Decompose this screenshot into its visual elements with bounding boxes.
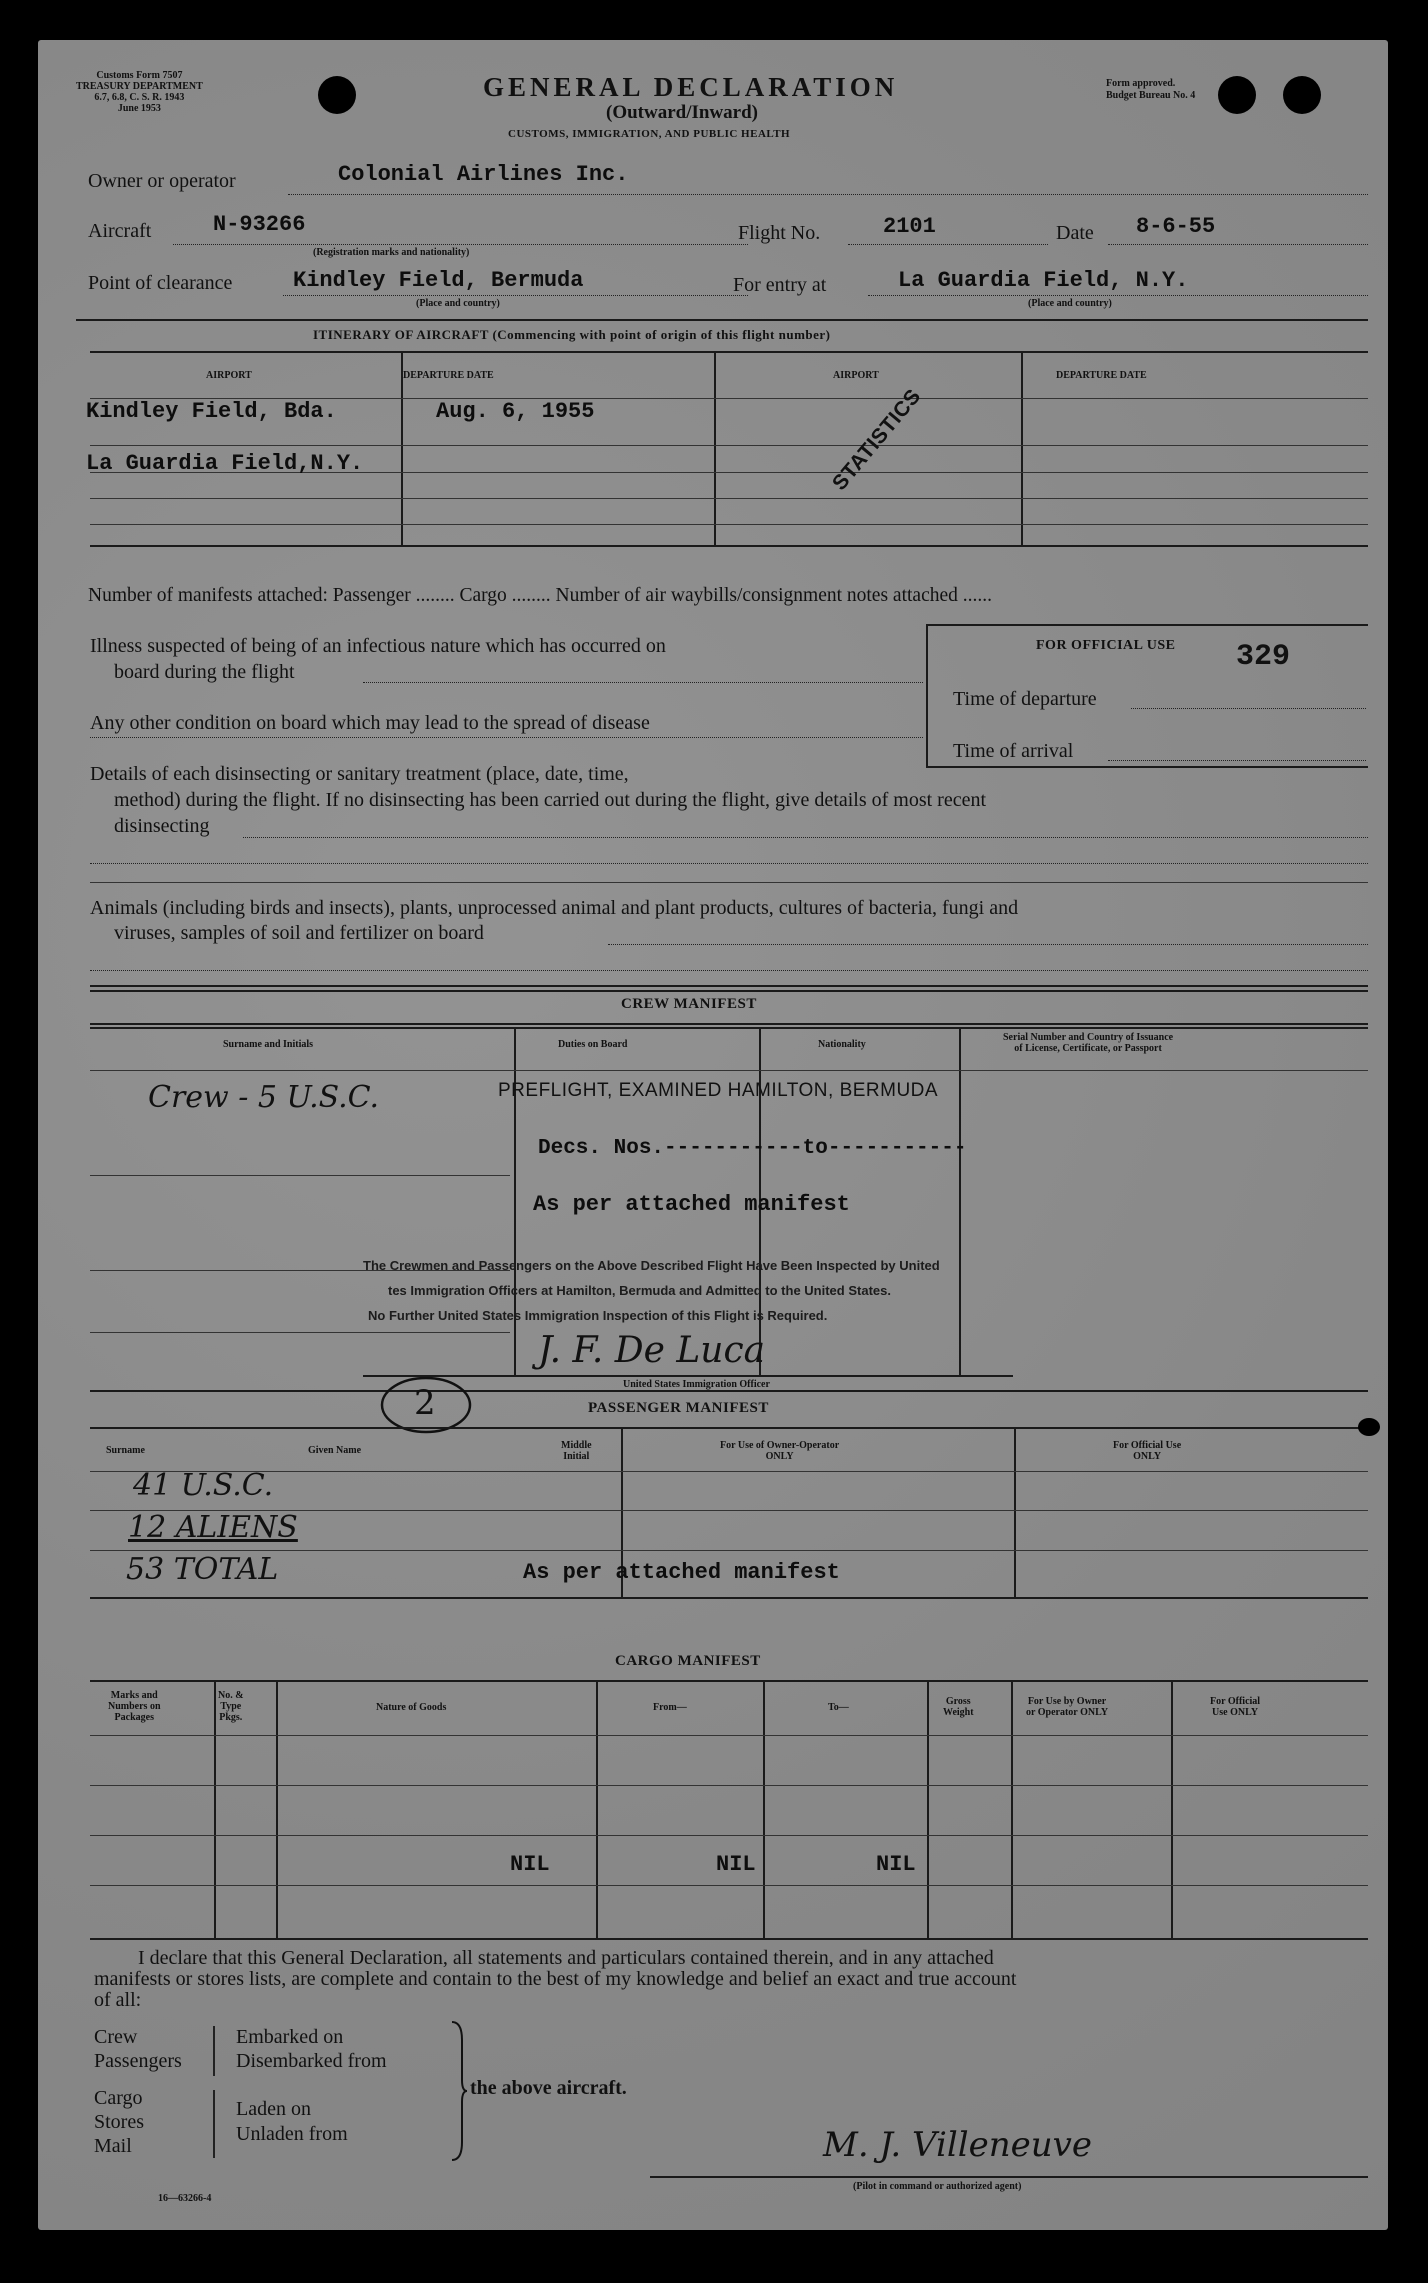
passenger-col-surname: Surname bbox=[106, 1445, 145, 1456]
footer-code: 16—63266-4 bbox=[158, 2193, 212, 2204]
animals-line-2: viruses, samples of soil and fertilizer on board bbox=[114, 922, 484, 944]
decs-nos-line: Decs. Nos.-----------to----------- bbox=[538, 1137, 967, 1160]
aircraft-label: Aircraft bbox=[88, 220, 152, 242]
inspection-stamp-line-3: No Further United States Immigration Inspection of this Flight is Required. bbox=[368, 1308, 828, 1323]
passenger-col-official: For Official Use ONLY bbox=[1113, 1440, 1182, 1462]
declaration-line-2: manifests or stores lists, are complete and contain to the best of my knowledge and belief an exact and true account bbox=[94, 1968, 1017, 1990]
cargo-nil-nature: NIL bbox=[510, 1852, 550, 1877]
passenger-hand-2: 12 ALIENS bbox=[128, 1510, 298, 1545]
form-approved-note: Form approved. Budget Bureau No. 4 bbox=[1106, 78, 1196, 101]
entry-label: For entry at bbox=[733, 274, 827, 296]
page-subhead: CUSTOMS, IMMIGRATION, AND PUBLIC HEALTH bbox=[508, 128, 791, 140]
clearance-caption: (Place and country) bbox=[416, 298, 500, 309]
itinerary-col-departure: DEPARTURE DATE bbox=[403, 370, 494, 381]
itinerary-heading: ITINERARY OF AIRCRAFT (Commencing with point of origin of this flight number) bbox=[313, 327, 831, 342]
manifests-attached-text: Number of manifests attached: Passenger ........ Cargo ........ Number of air waybills/consignment notes attached ...... bbox=[88, 585, 993, 606]
inspection-stamp-line-2: tes Immigration Officers at Hamilton, Bermuda and Admitted to the United States. bbox=[388, 1283, 891, 1298]
decl-passengers: Passengers bbox=[94, 2050, 182, 2072]
itinerary-col-airport-2: AIRPORT bbox=[833, 370, 879, 381]
decl-mail: Mail bbox=[94, 2135, 132, 2157]
crew-col-serial: Serial Number and Country of Issuance of License, Certificate, or Passport bbox=[1003, 1032, 1174, 1054]
pilot-caption: (Pilot in command or authorized agent) bbox=[853, 2181, 1022, 2192]
cargo-col-owner: For Use by Owner or Operator ONLY bbox=[1026, 1696, 1109, 1718]
passenger-col-owner: For Use of Owner-Operator ONLY bbox=[720, 1440, 840, 1462]
time-of-arrival-label: Time of arrival bbox=[953, 740, 1074, 762]
itinerary-row-1-airport: Kindley Field, Bda. bbox=[86, 399, 337, 424]
owner-value: Colonial Airlines Inc. bbox=[338, 162, 629, 187]
edge-notch bbox=[1358, 1418, 1380, 1436]
decl-above-aircraft: the above aircraft. bbox=[470, 2077, 627, 2099]
cargo-col-no: No. & Type Pkgs. bbox=[218, 1690, 244, 1723]
decl-disembarked: Disembarked from bbox=[236, 2050, 387, 2072]
page-title: GENERAL DECLARATION bbox=[483, 72, 899, 102]
entry-value: La Guardia Field, N.Y. bbox=[898, 268, 1189, 293]
passenger-hand-3: 53 TOTAL bbox=[126, 1552, 279, 1587]
entry-caption: (Place and country) bbox=[1028, 298, 1112, 309]
crew-handwritten: Crew - 5 U.S.C. bbox=[148, 1080, 380, 1115]
details-line-3: disinsecting bbox=[114, 815, 210, 837]
statistics-stamp: STATISTICS bbox=[828, 384, 926, 495]
cargo-manifest-heading: CARGO MANIFEST bbox=[615, 1653, 761, 1669]
owner-label: Owner or operator bbox=[88, 170, 236, 192]
passenger-hand-1: 41 U.S.C. bbox=[133, 1468, 274, 1503]
illness-line-1: Illness suspected of being of an infectious nature which has occurred on bbox=[90, 635, 666, 657]
details-line-1: Details of each disinsecting or sanitary treatment (place, date, time, bbox=[90, 763, 629, 785]
itinerary-row-1-date: Aug. 6, 1955 bbox=[436, 399, 595, 424]
cargo-col-gross: Gross Weight bbox=[943, 1696, 974, 1718]
declaration-line-3: of all: bbox=[94, 1989, 142, 2011]
crew-col-duties: Duties on Board bbox=[558, 1039, 628, 1050]
cargo-col-marks: Marks and Numbers on Packages bbox=[108, 1690, 161, 1723]
cargo-col-official: For Official Use ONLY bbox=[1210, 1696, 1261, 1718]
decl-unladen: Unladen from bbox=[236, 2123, 348, 2145]
general-declaration-form bbox=[38, 40, 1388, 2230]
cargo-col-from: From— bbox=[653, 1702, 687, 1713]
crew-col-surname: Surname and Initials bbox=[223, 1039, 314, 1050]
date-label: Date bbox=[1056, 222, 1094, 244]
official-use-number: 329 bbox=[1236, 640, 1291, 674]
officer-signature: J. F. De Luca bbox=[538, 1330, 766, 1371]
details-line-2: method) during the flight. If no disinsecting has been carried out during the flight, give details of most recent bbox=[114, 789, 987, 811]
passenger-manifest-heading: PASSENGER MANIFEST bbox=[588, 1400, 769, 1416]
decl-embarked: Embarked on bbox=[236, 2026, 344, 2048]
declaration-brace bbox=[448, 2020, 468, 2162]
passenger-col-given: Given Name bbox=[308, 1445, 362, 1456]
flight-label: Flight No. bbox=[738, 222, 821, 244]
cargo-nil-from: NIL bbox=[716, 1852, 756, 1877]
illness-line-2: board during the flight bbox=[114, 661, 295, 683]
aircraft-caption: (Registration marks and nationality) bbox=[313, 247, 470, 258]
other-condition: Any other condition on board which may lead to the spread of disease bbox=[90, 712, 650, 734]
date-value: 8-6-55 bbox=[1136, 214, 1216, 239]
passenger-per-manifest: As per attached manifest bbox=[523, 1560, 840, 1585]
decl-cargo: Cargo bbox=[94, 2087, 143, 2109]
cargo-col-nature: Nature of Goods bbox=[376, 1702, 447, 1713]
punch-hole-right-2 bbox=[1283, 76, 1321, 114]
itinerary-col-departure-2: DEPARTURE DATE bbox=[1056, 370, 1147, 381]
animals-line-1: Animals (including birds and insects), plants, unprocessed animal and plant products, cultures of bacteria, fungi and bbox=[90, 897, 1019, 919]
crew-per-manifest: As per attached manifest bbox=[533, 1192, 850, 1217]
decl-crew: Crew bbox=[94, 2026, 138, 2048]
cargo-nil-to: NIL bbox=[876, 1852, 916, 1877]
decl-stores: Stores bbox=[94, 2111, 144, 2133]
page-subtitle: (Outward/Inward) bbox=[606, 102, 759, 123]
itinerary-row-2-airport: La Guardia Field,N.Y. bbox=[86, 451, 364, 476]
preflight-stamp: PREFLIGHT, EXAMINED HAMILTON, BERMUDA bbox=[498, 1080, 939, 1101]
flight-value: 2101 bbox=[883, 214, 936, 239]
time-of-departure-label: Time of departure bbox=[953, 688, 1097, 710]
declaration-line-1: I declare that this General Declaration, all statements and particulars contained therein, and in any attached bbox=[138, 1947, 994, 1969]
officer-caption: United States Immigration Officer bbox=[623, 1379, 770, 1390]
passenger-col-middle: Middle Initial bbox=[561, 1440, 592, 1462]
aircraft-value: N-93266 bbox=[213, 212, 306, 237]
official-use-heading: FOR OFFICIAL USE bbox=[1036, 638, 1176, 653]
clearance-value: Kindley Field, Bermuda bbox=[293, 268, 584, 293]
itinerary-col-airport: AIRPORT bbox=[206, 370, 252, 381]
crew-col-nationality: Nationality bbox=[818, 1039, 866, 1050]
crew-manifest-heading: CREW MANIFEST bbox=[621, 996, 757, 1012]
clearance-label: Point of clearance bbox=[88, 272, 233, 294]
decl-laden: Laden on bbox=[236, 2098, 311, 2120]
cargo-col-to: To— bbox=[828, 1702, 849, 1713]
inspection-stamp-line-1: The Crewmen and Passengers on the Above Described Flight Have Been Inspected by United bbox=[363, 1258, 940, 1273]
form-id-left: Customs Form 7507 TREASURY DEPARTMENT 6.7, 6.8, C. S. R. 1943 June 1953 bbox=[76, 70, 203, 114]
pilot-signature: M. J. Villeneuve bbox=[823, 2125, 1092, 2165]
circled-number-text: 2 bbox=[414, 1383, 436, 1423]
punch-hole-right-1 bbox=[1218, 76, 1256, 114]
punch-hole-left bbox=[318, 76, 356, 114]
